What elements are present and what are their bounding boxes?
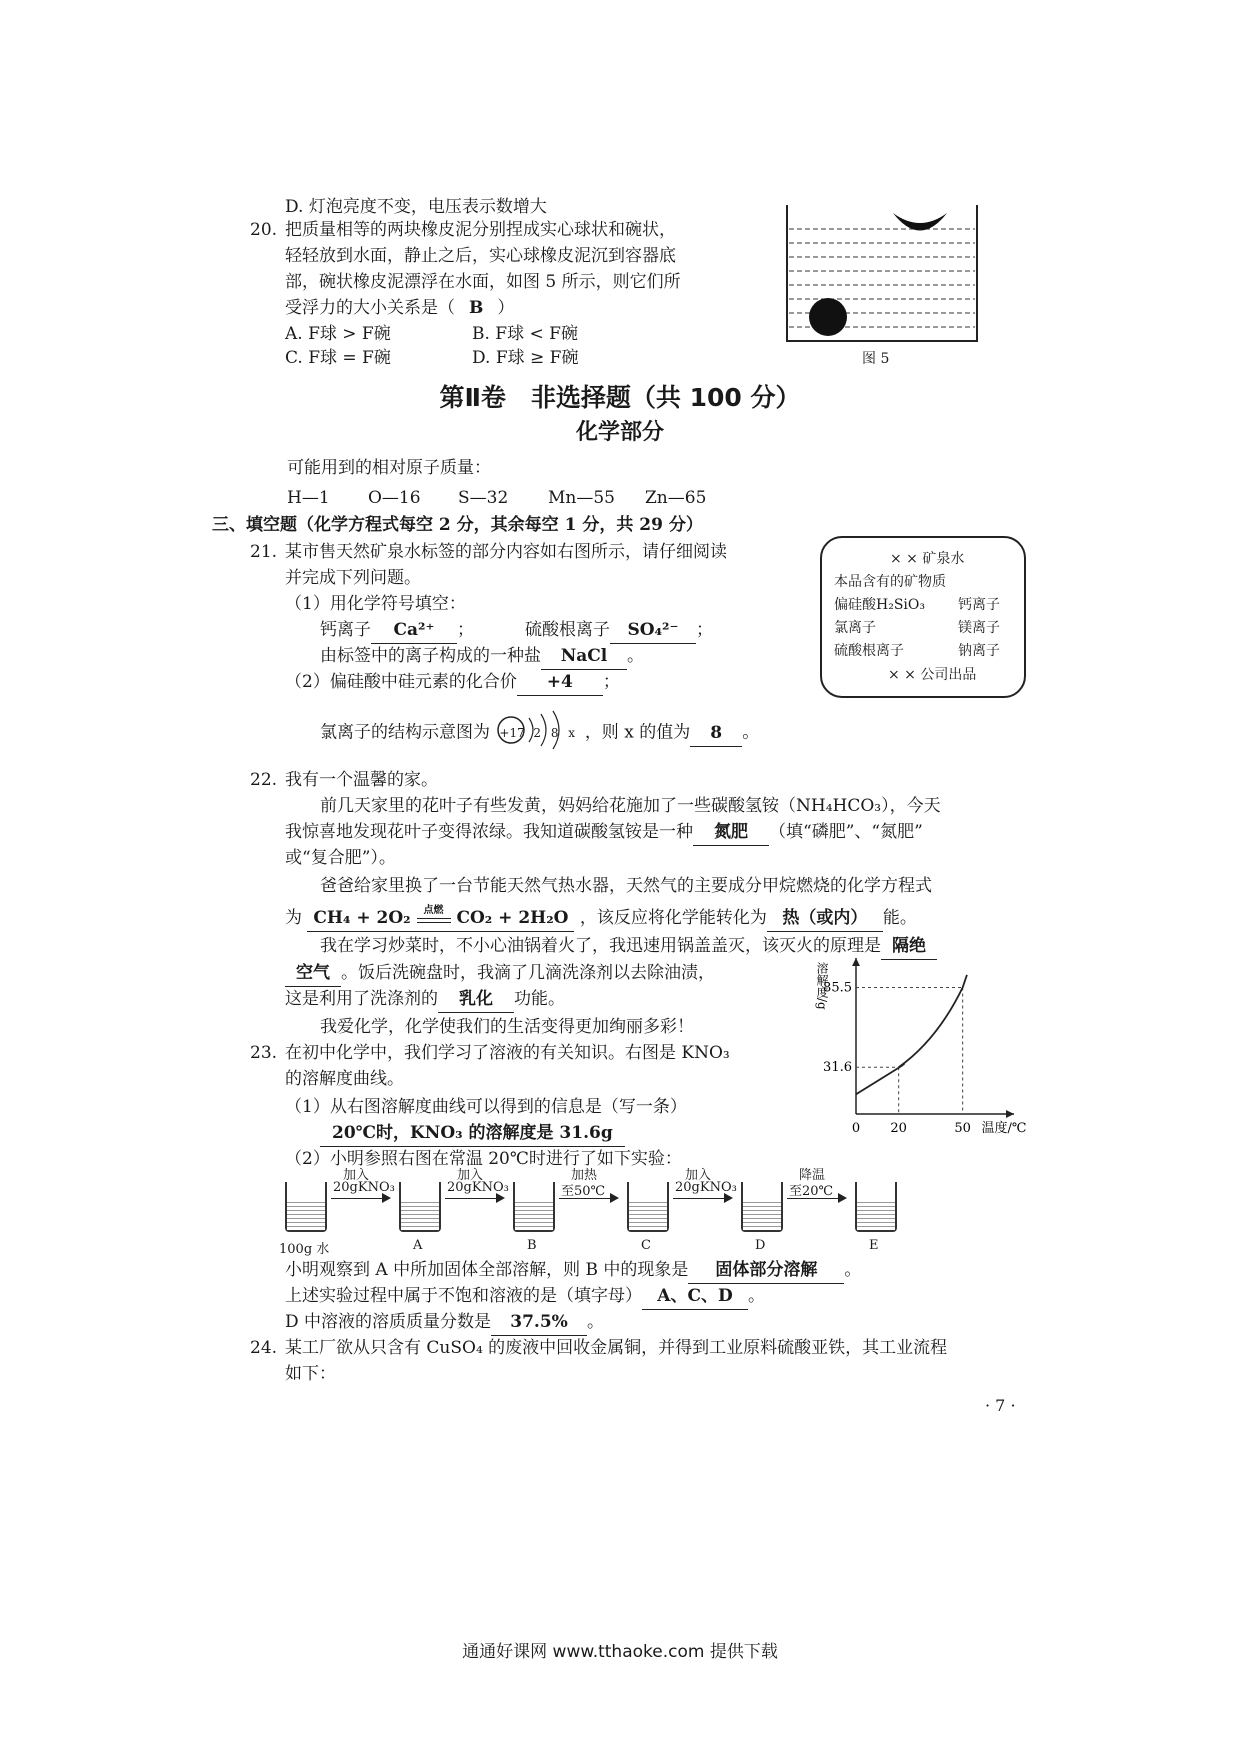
q20-number: 20. <box>250 220 278 240</box>
q22-p3b-line: 空气 。饭后洗碗盘时，我滴了几滴洗涤剂以去除油渍， <box>285 960 715 987</box>
beaker-liquid <box>629 1202 667 1230</box>
q23-text-2: 的溶解度曲线。 <box>285 1069 404 1089</box>
beaker-liquid <box>287 1202 325 1230</box>
q19-option-d: D. 灯泡亮度不变，电压表示数增大 <box>285 197 547 217</box>
q23-info-line <box>320 1120 625 1147</box>
q24-number: 24. <box>250 1338 278 1358</box>
q23-frac-answer: 37.5% <box>491 1309 587 1336</box>
step-detail: 至20℃ <box>789 1184 834 1199</box>
q21-ca-line: 钙离子 Ca²⁺ ； <box>320 617 474 644</box>
beaker-1 <box>399 1182 441 1232</box>
beaker-0 <box>285 1182 327 1232</box>
beaker-label: 100g 水 <box>279 1242 330 1257</box>
q21-cl-line: 氯离子的结构示意图为 +17 2 8 x ，则 x 的值为 8 。 <box>320 718 759 748</box>
q21-valence-answer: +4 <box>517 669 603 696</box>
page-number: · 7 · <box>985 1396 1016 1415</box>
q24-text-2: 如下： <box>285 1364 336 1384</box>
x-tick-0: 0 <box>851 1121 861 1136</box>
label-line-3a: 偏硅酸H₂SiO₃ <box>834 597 925 613</box>
q21-x-answer: 8 <box>690 720 742 747</box>
step-action: 加入 <box>343 1168 370 1183</box>
label-line-4b: 镁离子 <box>958 620 1000 636</box>
atomic-mass-zn: Zn—65 <box>645 488 707 508</box>
y-axis-arrow <box>852 958 860 966</box>
beaker-label: E <box>869 1238 879 1253</box>
q23-text-1: 在初中化学中，我们学习了溶液的有关知识。右图是 KNO₃ <box>285 1043 730 1063</box>
beaker-label: C <box>641 1238 651 1253</box>
q20-option-a: A. F球 > F碗 <box>285 324 391 344</box>
atomic-mass-mn: Mn—55 <box>548 488 615 508</box>
chloride-ion-diagram <box>495 718 579 748</box>
label-line-5a: 硫酸根离子 <box>834 643 904 659</box>
q22-equation-line: 为 CH₄ + 2O₂ 点燃 CO₂ + 2H₂O ，该反应将化学能转化为 热（或内） 能。 <box>285 905 917 932</box>
step-action: 降温 <box>799 1168 826 1183</box>
q23-unsat-line: 上述实验过程中属于不饱和溶液的是（填字母） A、C、D 。 <box>285 1283 765 1310</box>
q22-emul-answer: 乳化 <box>438 986 514 1013</box>
figure-5-container <box>785 203 981 343</box>
beaker-5 <box>855 1182 897 1232</box>
q22-p1a: 前几天家里的花叶子有些发黄，妈妈给花施加了一些碳酸氢铵（NH₄HCO₃），今天 <box>320 796 941 816</box>
bowl-clay <box>893 213 947 231</box>
flow-arrow <box>673 1198 731 1199</box>
q22-p4: 我爱化学，化学使我们的生活变得更加绚丽多彩！ <box>320 1017 694 1037</box>
q23-observe-answer: 固体部分溶解 <box>688 1257 844 1284</box>
q21-so4-answer: SO₄²⁻ <box>610 617 696 644</box>
beaker-2 <box>513 1182 555 1232</box>
q23-sub-2: （2）小明参照右图在常温 20℃时进行了如下实验： <box>285 1149 682 1169</box>
y-tick-31-6: 31.6 <box>823 1060 852 1076</box>
q22-p1b-line: 我惊喜地发现花叶子变得浓绿。我知道碳酸氢铵是一种 氮肥 （填“磷肥”、“氮肥” <box>285 819 923 846</box>
flow-arrow <box>445 1198 503 1199</box>
step-detail: 20gKNO₃ <box>675 1180 737 1195</box>
q22-title: 我有一个温馨的家。 <box>285 770 438 790</box>
q22-fert-answer: 氮肥 <box>693 819 769 846</box>
q21-salt-answer: NaCl <box>541 643 627 670</box>
q23-number: 23. <box>250 1043 278 1063</box>
q22-energy-answer: 热（或内） <box>767 905 883 932</box>
label-line-5b: 钠离子 <box>958 643 1000 659</box>
beaker-liquid <box>743 1202 781 1230</box>
q20-option-b: B. F球 < F碗 <box>472 324 578 344</box>
beaker-liquid <box>515 1202 553 1230</box>
part3-heading: 三、填空题（化学方程式每空 2 分，其余每空 1 分，共 29 分） <box>212 515 703 535</box>
x-tick-20: 20 <box>890 1121 907 1136</box>
experiment-flow <box>279 1162 985 1257</box>
q22-fire-answer-2: 空气 <box>285 960 341 987</box>
beaker-label: A <box>413 1238 423 1253</box>
ball-clay <box>809 298 847 336</box>
atomic-mass-intro: 可能用到的相对原子质量： <box>287 458 491 478</box>
q23-frac-line: D 中溶液的溶质质量分数是 37.5% 。 <box>285 1309 604 1336</box>
label-line-3b: 钙离子 <box>958 597 1000 613</box>
beaker-label: B <box>527 1238 537 1253</box>
x-axis-label: 温度/℃ <box>981 1121 1027 1136</box>
label-line-1: × × 矿泉水 <box>890 551 965 567</box>
q23-info-answer: 20℃时，KNO₃ 的溶解度是 31.6g <box>320 1120 625 1147</box>
atomic-mass-o: O—16 <box>368 488 421 508</box>
q23-unsat-answer: A、C、D <box>642 1283 748 1310</box>
q21-ca-answer: Ca²⁺ <box>371 617 457 644</box>
q21-number: 21. <box>250 542 278 562</box>
q21-text-1: 某市售天然矿泉水标签的部分内容如右图所示，请仔细阅读 <box>285 542 727 562</box>
step-action: 加入 <box>457 1168 484 1183</box>
x-tick-50: 50 <box>954 1121 971 1136</box>
figure-5-caption: 图 5 <box>862 351 890 367</box>
q22-p1d: 或“复合肥”）。 <box>285 848 396 868</box>
q22-fire-answer-1: 隔绝 <box>881 933 937 960</box>
q20-text-3: 部，碗状橡皮泥漂浮在水面，如图 5 所示，则它们所 <box>285 272 681 292</box>
label-line-2: 本品含有的矿物质 <box>834 574 946 590</box>
beaker-4 <box>741 1182 783 1232</box>
q20-text-2: 轻轻放到水面，静止之后，实心球橡皮泥沉到容器底 <box>285 246 676 266</box>
y-tick-85-5: 85.5 <box>823 980 852 996</box>
reaction-condition: 点燃 <box>423 905 444 916</box>
q21-text-2: 并完成下列问题。 <box>285 568 421 588</box>
q22-p3c-line: 这是利用了洗涤剂的 乳化 功能。 <box>285 986 565 1013</box>
q20-option-d: D. F球 ≥ F碗 <box>472 348 579 368</box>
beaker-3 <box>627 1182 669 1232</box>
kno3-solubility-curve <box>856 975 967 1094</box>
step-detail: 至50℃ <box>561 1184 606 1199</box>
q21-sub-1: （1）用化学符号填空： <box>285 594 466 614</box>
q21-so4-line: 硫酸根离子 SO₄²⁻ ； <box>525 617 713 644</box>
flow-arrow <box>331 1198 389 1199</box>
q20-text-1: 把质量相等的两块橡皮泥分别捏成实心球状和碗状， <box>285 220 676 240</box>
label-line-4a: 氯离子 <box>834 620 876 636</box>
beaker-liquid <box>401 1202 439 1230</box>
step-detail: 20gKNO₃ <box>447 1180 509 1195</box>
q21-valence-line: （2）偏硅酸中硅元素的化合价 +4 ； <box>285 669 620 696</box>
atomic-mass-s: S—32 <box>458 488 509 508</box>
x-axis-arrow <box>1006 1110 1014 1118</box>
q22-number: 22. <box>250 770 278 790</box>
q20-answer: B <box>469 298 484 318</box>
nucleus-charge: +17 <box>499 726 525 740</box>
section-title: 第Ⅱ卷 非选择题（共 100 分） <box>439 383 801 412</box>
section-subtitle: 化学部分 <box>575 420 664 445</box>
q21-salt-line: 由标签中的离子构成的一种盐 NaCl 。 <box>320 643 644 670</box>
q20-stem-end: 受浮力的大小关系是（ B ） <box>285 298 515 318</box>
q22-p3a-line: 我在学习炒菜时，不小心油锅着火了，我迅速用锅盖盖灭，该灭火的原理是 隔绝 <box>320 933 937 960</box>
q24-text-1: 某工厂欲从只含有 CuSO₄ 的废液中回收金属铜，并得到工业原料硫酸亚铁，其工业流程 <box>285 1338 948 1358</box>
atomic-mass-h: H—1 <box>287 488 330 508</box>
beaker-liquid <box>857 1202 895 1230</box>
footer: 通通好课网 www.tthaoke.com 提供下载 <box>462 1642 778 1662</box>
q20-option-c: C. F球 = F碗 <box>285 348 391 368</box>
electron-shells: 2 8 x <box>533 726 579 740</box>
q22-equation-answer: CH₄ + 2O₂ 点燃 CO₂ + 2H₂O <box>307 905 574 932</box>
label-line-6: × × 公司出品 <box>888 667 977 683</box>
q22-p2a: 爸爸给家里换了一台节能天然气热水器，天然气的主要成分甲烷燃烧的化学方程式 <box>320 876 932 896</box>
step-action: 加热 <box>571 1168 598 1183</box>
y-axis-label: 溶解度/g <box>815 962 829 1010</box>
step-detail: 20gKNO₃ <box>333 1180 395 1195</box>
step-action: 加入 <box>685 1168 712 1183</box>
mineral-water-label <box>820 536 1026 698</box>
solubility-chart <box>798 946 1028 1136</box>
q23-observe-line: 小明观察到 A 中所加固体全部溶解，则 B 中的现象是 固体部分溶解 。 <box>285 1257 861 1284</box>
beaker-label: D <box>755 1238 766 1253</box>
q23-sub-1: （1）从右图溶解度曲线可以得到的信息是（写一条） <box>285 1097 687 1117</box>
